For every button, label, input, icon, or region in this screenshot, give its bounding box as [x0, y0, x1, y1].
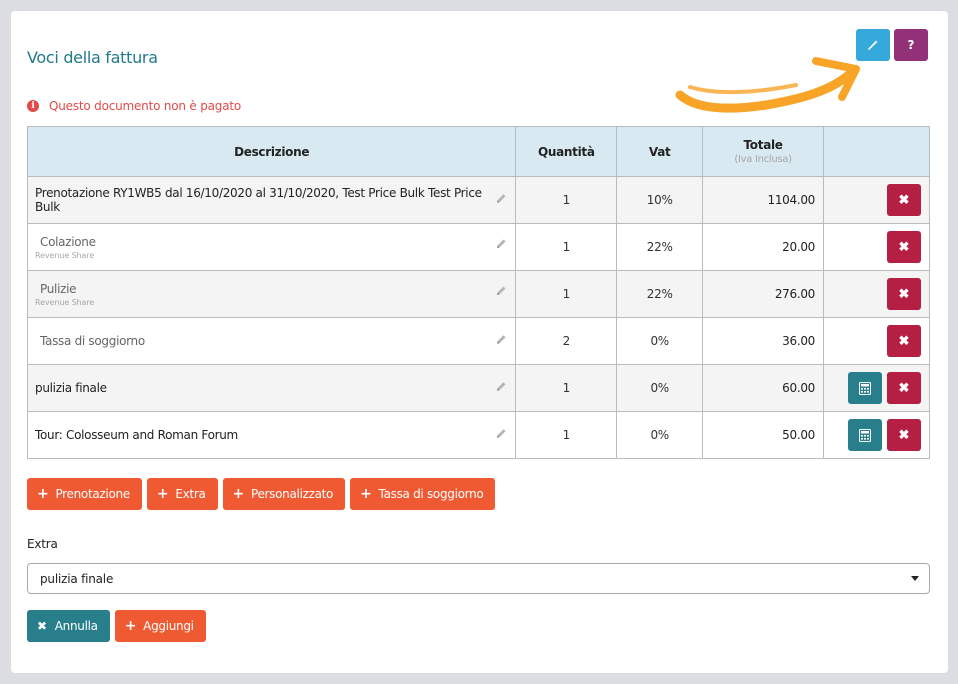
plus-icon: +: [156, 486, 169, 502]
row-description: [28, 318, 516, 365]
delete-button[interactable]: ✖: [887, 419, 921, 451]
row-vat: 10%: [617, 177, 703, 224]
table-row: [28, 271, 930, 318]
add-label: Aggiungi: [143, 619, 194, 633]
header-description: Descrizione: [28, 127, 516, 177]
table-row: [28, 177, 930, 224]
calculator-icon: [859, 429, 871, 442]
add-extra-button[interactable]: [147, 478, 218, 510]
row-quantity: 1: [516, 365, 617, 412]
magic-wand-button[interactable]: [856, 29, 890, 61]
row-actions: [824, 318, 930, 365]
row-total: 60.00: [703, 365, 824, 412]
row-description: [28, 412, 516, 459]
plus-icon: +: [124, 618, 137, 634]
header-quantity: Quantità: [516, 127, 617, 177]
table-row: [28, 365, 930, 412]
extra-select[interactable]: [27, 563, 930, 594]
row-vat: 22%: [617, 224, 703, 271]
caret-down-icon: [911, 576, 919, 581]
table-header-row: [28, 127, 930, 177]
delete-button[interactable]: ✖: [887, 231, 921, 263]
row-description-text: Colazione: [40, 234, 96, 249]
row-total: 50.00: [703, 412, 824, 459]
add-tassa-button[interactable]: [350, 478, 495, 510]
form-actions: [27, 610, 206, 642]
row-quantity: 2: [516, 318, 617, 365]
table-row: [28, 224, 930, 271]
plus-icon: +: [37, 486, 49, 502]
pencil-icon[interactable]: [495, 334, 507, 346]
row-quantity: 1: [516, 412, 617, 459]
row-vat: 0%: [617, 318, 703, 365]
calculator-button[interactable]: [848, 419, 882, 451]
header-vat: Vat: [617, 127, 703, 177]
alert-text: Questo documento non è pagato: [49, 99, 242, 113]
row-vat: 0%: [617, 365, 703, 412]
row-actions: [824, 224, 930, 271]
header-total-label: Totale: [743, 138, 783, 152]
pencil-icon[interactable]: [495, 285, 507, 297]
row-description-text: Pulizie: [40, 281, 77, 296]
close-icon: ✖: [37, 619, 47, 633]
row-quantity: 1: [516, 177, 617, 224]
add-personalizzato-label: Personalizzato: [250, 487, 334, 501]
plus-icon: +: [360, 486, 372, 502]
add-button[interactable]: [115, 610, 206, 642]
plus-icon: +: [232, 486, 244, 502]
pencil-icon[interactable]: [495, 238, 507, 250]
add-tassa-label: Tassa di soggiorno: [378, 487, 484, 501]
pencil-icon[interactable]: [495, 428, 507, 440]
row-description-text: Prenotazione RY1WB5 dal 16/10/2020 al 31/10/2020, Test Price Bulk Test Price Bulk: [35, 186, 482, 214]
row-description-text: Tour: Colosseum and Roman Forum: [35, 428, 238, 442]
info-icon: i: [27, 100, 39, 112]
add-prenotazione-button[interactable]: [27, 478, 142, 510]
calculator-button[interactable]: [848, 372, 882, 404]
row-actions: [824, 412, 930, 459]
header-actions: [824, 127, 930, 177]
row-actions: [824, 271, 930, 318]
calculator-icon: [859, 382, 871, 395]
header-total-sub: (Iva Inclusa): [734, 154, 792, 165]
page-title: Voci della fattura: [27, 48, 158, 67]
row-total: 276.00: [703, 271, 824, 318]
row-description-note: Revenue Share: [35, 297, 95, 307]
cancel-button[interactable]: [27, 610, 110, 642]
pencil-icon[interactable]: [495, 381, 507, 393]
magic-wand-icon: [867, 39, 879, 51]
add-personalizzato-button[interactable]: [223, 478, 346, 510]
delete-button[interactable]: ✖: [887, 372, 921, 404]
extra-select-label: Extra: [27, 537, 58, 551]
row-vat: 22%: [617, 271, 703, 318]
row-description: [28, 177, 516, 224]
pencil-icon[interactable]: [495, 193, 507, 205]
row-description: [28, 271, 516, 318]
row-total: 20.00: [703, 224, 824, 271]
row-quantity: 1: [516, 271, 617, 318]
row-description: [28, 224, 516, 271]
table-row: [28, 412, 930, 459]
row-quantity: 1: [516, 224, 617, 271]
extra-select-value: pulizia finale: [40, 571, 114, 586]
row-description-text: Tassa di soggiorno: [40, 334, 145, 348]
delete-button[interactable]: ✖: [887, 278, 921, 310]
payment-status-alert: [27, 99, 241, 113]
row-description: [28, 365, 516, 412]
hint-arrow-icon: [666, 47, 861, 119]
add-extra-label: Extra: [175, 487, 206, 501]
invoice-items-table: [27, 126, 930, 459]
row-description-text: pulizia finale: [35, 381, 107, 395]
row-actions: [824, 365, 930, 412]
delete-button[interactable]: ✖: [887, 184, 921, 216]
row-vat: 0%: [617, 412, 703, 459]
row-total: 36.00: [703, 318, 824, 365]
row-total: 1104.00: [703, 177, 824, 224]
row-actions: [824, 177, 930, 224]
table-row: [28, 318, 930, 365]
help-button[interactable]: ?: [894, 29, 928, 61]
add-prenotazione-label: Prenotazione: [55, 487, 130, 501]
add-item-buttons: [27, 478, 495, 510]
delete-button[interactable]: ✖: [887, 325, 921, 357]
row-description-note: Revenue Share: [35, 250, 95, 260]
header-total: [703, 127, 824, 177]
invoice-items-card: [11, 11, 948, 673]
cancel-label: Annulla: [54, 619, 98, 633]
